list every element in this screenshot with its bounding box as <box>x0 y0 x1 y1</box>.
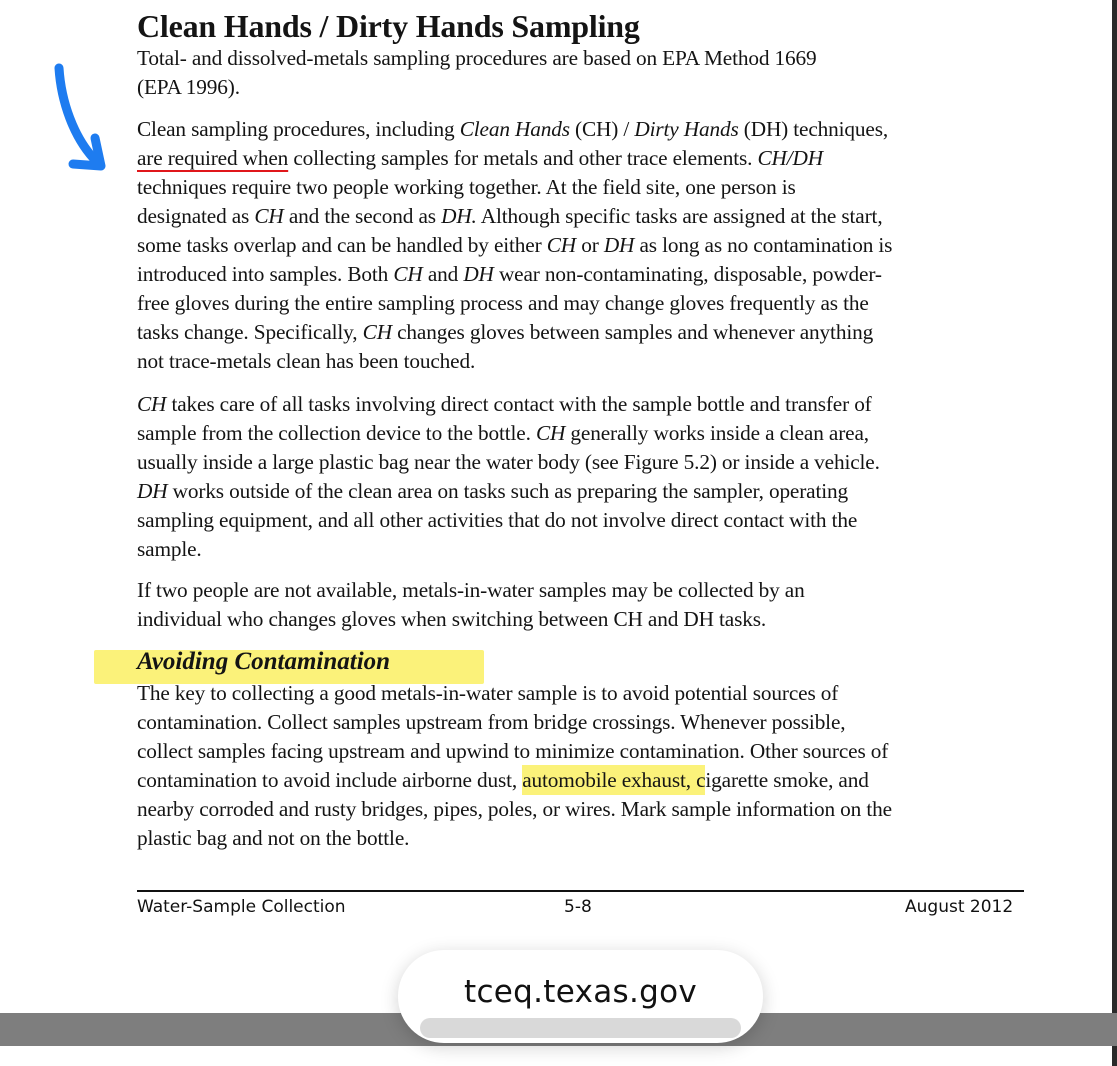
text-run: collecting samples for metals and other trace elements. <box>288 146 758 170</box>
footer-rule <box>137 890 1024 892</box>
text-run: Clean sampling procedures, including <box>137 117 460 141</box>
text-run: Total- and dissolved-metals sampling procedures are based on EPA Method 1669 <box>137 46 817 70</box>
text-run: some tasks overlap and can be handled by either <box>137 233 547 257</box>
individual-paragraph <box>137 576 1027 634</box>
text-run: CH <box>362 320 392 344</box>
text-run: sample. <box>137 537 202 561</box>
text-run: designated as <box>137 204 255 228</box>
text-run: changes gloves between samples and whenever anything <box>391 320 874 344</box>
text-run: free gloves during the entire sampling process and may change gloves frequently as the <box>137 291 869 315</box>
footer-date: August 2012 <box>905 897 1014 917</box>
text-run: CH <box>254 204 284 228</box>
text-run: CH <box>535 421 566 445</box>
footer-page-number: 5-8 <box>564 897 592 917</box>
text-run: usually inside a large plastic bag near the water body (see Figure 5.2) or inside a vehicle. <box>137 450 880 474</box>
page-edge <box>1112 0 1117 1066</box>
text-run: collect samples facing upstream and upwind to minimize contamination. Other sources of <box>137 739 889 763</box>
text-run: as long as no contamination is <box>634 233 893 257</box>
address-bar-handle <box>420 1018 741 1038</box>
text-run: not trace-metals clean has been touched. <box>137 349 476 373</box>
text-run: Clean Hands <box>459 117 570 141</box>
text-run: sampling equipment, and all other activities that do not involve direct contact with the <box>137 508 858 532</box>
underlined-text: are required when <box>137 146 289 170</box>
ch-tasks-paragraph <box>137 390 1027 564</box>
annotation-arrow-icon <box>45 60 125 190</box>
text-run: or <box>576 233 604 257</box>
text-run: CH/DH <box>757 146 823 170</box>
text-run: If two people are not available, metals-in-water samples may be collected by an <box>137 578 805 602</box>
address-bar[interactable] <box>398 950 763 1043</box>
text-run: The key to collecting a good metals-in-water sample is to avoid potential sources of <box>137 681 839 705</box>
text-run: plastic bag and not on the bottle. <box>137 826 410 850</box>
intro-paragraph <box>137 44 1027 102</box>
text-run: CH <box>137 392 167 416</box>
text-run: (CH) / <box>569 117 635 141</box>
text-run: DH <box>603 233 635 257</box>
text-run: generally works inside a clean area, <box>565 421 869 445</box>
text-run: tasks change. Specifically, <box>137 320 363 344</box>
text-run: DH <box>463 262 494 286</box>
address-bar-url[interactable]: tceq.texas.gov <box>463 974 698 1010</box>
section-title: Clean Hands / Dirty Hands Sampling <box>137 8 640 44</box>
text-run: and <box>422 262 464 286</box>
text-run: and the second as <box>283 204 442 228</box>
text-run: introduced into samples. Both <box>137 262 394 286</box>
text-run: nearby corroded and rusty bridges, pipes, poles, or wires. Mark sample information on the <box>137 797 892 821</box>
text-run: individual who changes gloves when switching between CH and DH tasks. <box>137 607 767 631</box>
text-run: Although specific tasks are assigned at the start, <box>476 204 883 228</box>
text-run: contamination. Collect samples upstream from bridge crossings. Whenever possible, <box>137 710 846 734</box>
text-run: Dirty Hands <box>634 117 739 141</box>
text-run: CH <box>546 233 577 257</box>
text-run: takes care of all tasks involving direct contact with the sample bottle and transfer of <box>166 392 872 416</box>
contamination-paragraph <box>137 679 1027 853</box>
text-run: CH <box>393 262 423 286</box>
text-run: igarette smoke, and <box>705 768 869 792</box>
clean-sampling-paragraph <box>137 115 1027 376</box>
text-run: (EPA 1996). <box>137 75 240 99</box>
text-run: sample from the collection device to the bottle. <box>137 421 536 445</box>
footer-left: Water-Sample Collection <box>137 897 346 917</box>
text-run: (DH) techniques, <box>738 117 889 141</box>
text-run: techniques require two people working together. At the field site, one person is <box>137 175 796 199</box>
highlighted-text: automobile exhaust, c <box>522 765 705 795</box>
text-run: DH. <box>441 204 477 228</box>
text-run: works outside of the clean area on tasks such as preparing the sampler, operating <box>167 479 849 503</box>
text-run: DH <box>137 479 168 503</box>
subheading-avoiding-contamination: Avoiding Contamination <box>137 648 391 675</box>
text-run: wear non-contaminating, disposable, powder- <box>493 262 882 286</box>
text-run: contamination to avoid include airborne dust, <box>137 768 523 792</box>
